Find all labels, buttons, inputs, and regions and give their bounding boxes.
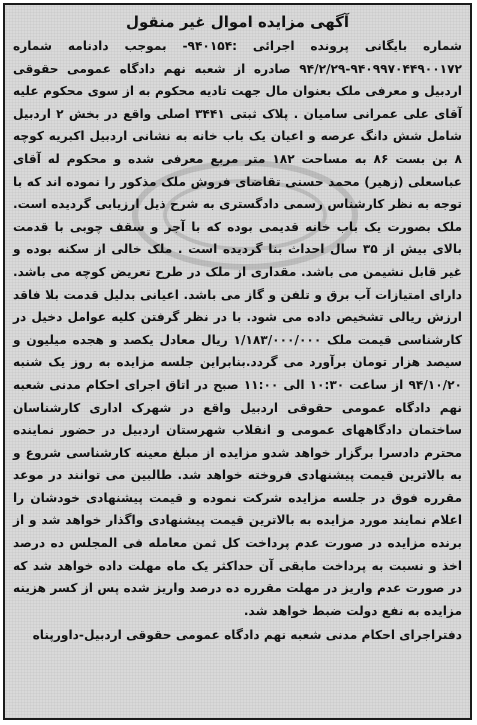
auction-notice	[3, 3, 472, 720]
notice-body: شماره بایگانی پرونده اجرائی :۹۴۰۱۵۴- بموجب دادنامه شماره ۹۴۰۹۹۷۰۴۴۹۰۰۱۷۲-۹۴/۲/۲۹ صادره از شعبه نهم دادگاه عمومی حقوقی اردبیل و معرفی ملک بعنوان مال جهت تادیه محکوم به از سوی محکوم علیه آقای علی عمرانی سامیان . پلاک ثبتی ۳۴۴۱ اصلی واقع در بخش ۲ اردبیل شامل شش دانگ عرصه و اعیان یک باب خانه به نشانی اردبیل اکبریه کوچه ۸ بن بست ۸۶ به مساحت ۱۸۲ متر مربع معرفی شده و محکوم له آقای عباسعلی (زهیر) محمد حسنی تقاضای فروش ملک مذکور را نموده اند که با توجه به نظر کارشناس رسمی دادگستری به شرح ذیل ارزیابی گردیده است. ملک بصورت یک باب خانه قدیمی بوده که با آجر و سقف چوبی با قدمت بالای بیش از ۳۵ سال احداث بنا گردیده است . ملک خالی از سکنه بوده و غیر قابل نشیمن می باشد. مقداری از ملک در طرح تعریض کوچه می باشد. دارای امتیازات آب برق و تلفن و گاز می باشد. اعیانی بدلیل قدمت بلا فاقد ارزش ریالی تشخیص داده می شود. با در نظر گرفتن کلیه عوامل دخیل در کارشناسی قیمت ملک ۱/۱۸۳/۰۰۰/۰۰۰ ریال معادل یکصد و هجده میلیون و سیصد هزار تومان برآورد می گردد.بنابراین جلسه مزایده به روز یک شنبه ۹۴/۱۰/۲۰ از ساعت ۱۰:۳۰ الی ۱۱:۰۰ صبح در اتاق اجرای احکام مدنی شعبه نهم دادگاه عمومی حقوقی اردبیل واقع در شهرک اداری کارشناسان ساختمان دادگاههای عمومی و انقلاب شهرستان اردبیل در حضور نماینده محترم دادسرا برگزار خواهد شدو مزایده از مبلغ معینه کارشناسی شروع و به بالاترین قیمت پیشنهادی فروخته خواهد شد. طالبین می توانند در موعد مقرره فوق در جلسه مزایده شرکت نموده و قیمت پیشنهادی خودشان را اعلام نمایند مورد مزایده به بالاترین قیمت پیشنهادی واگذار خواهد شد و از برنده مزایده در صورت عدم پرداخت کل ثمن معامله فی المجلس ده درصد اخذ و نسبت به پرداخت مابقی آن حداکثر یک ماه مهلت داده خواهد شد که در صورت عدم واریز در مهلت مقرره ده درصد واریز شده پس از کسر هزینه مزایده به نفع دولت ضبط خواهد شد.	[13, 39, 463, 618]
notice-title: آگهی مزایده اموال غیر منقول	[125, 13, 350, 31]
notice-signature: دفتراجرای احکام مدنی شعبه نهم دادگاه عمومی حقوقی اردبیل-داورپناه	[32, 628, 462, 643]
